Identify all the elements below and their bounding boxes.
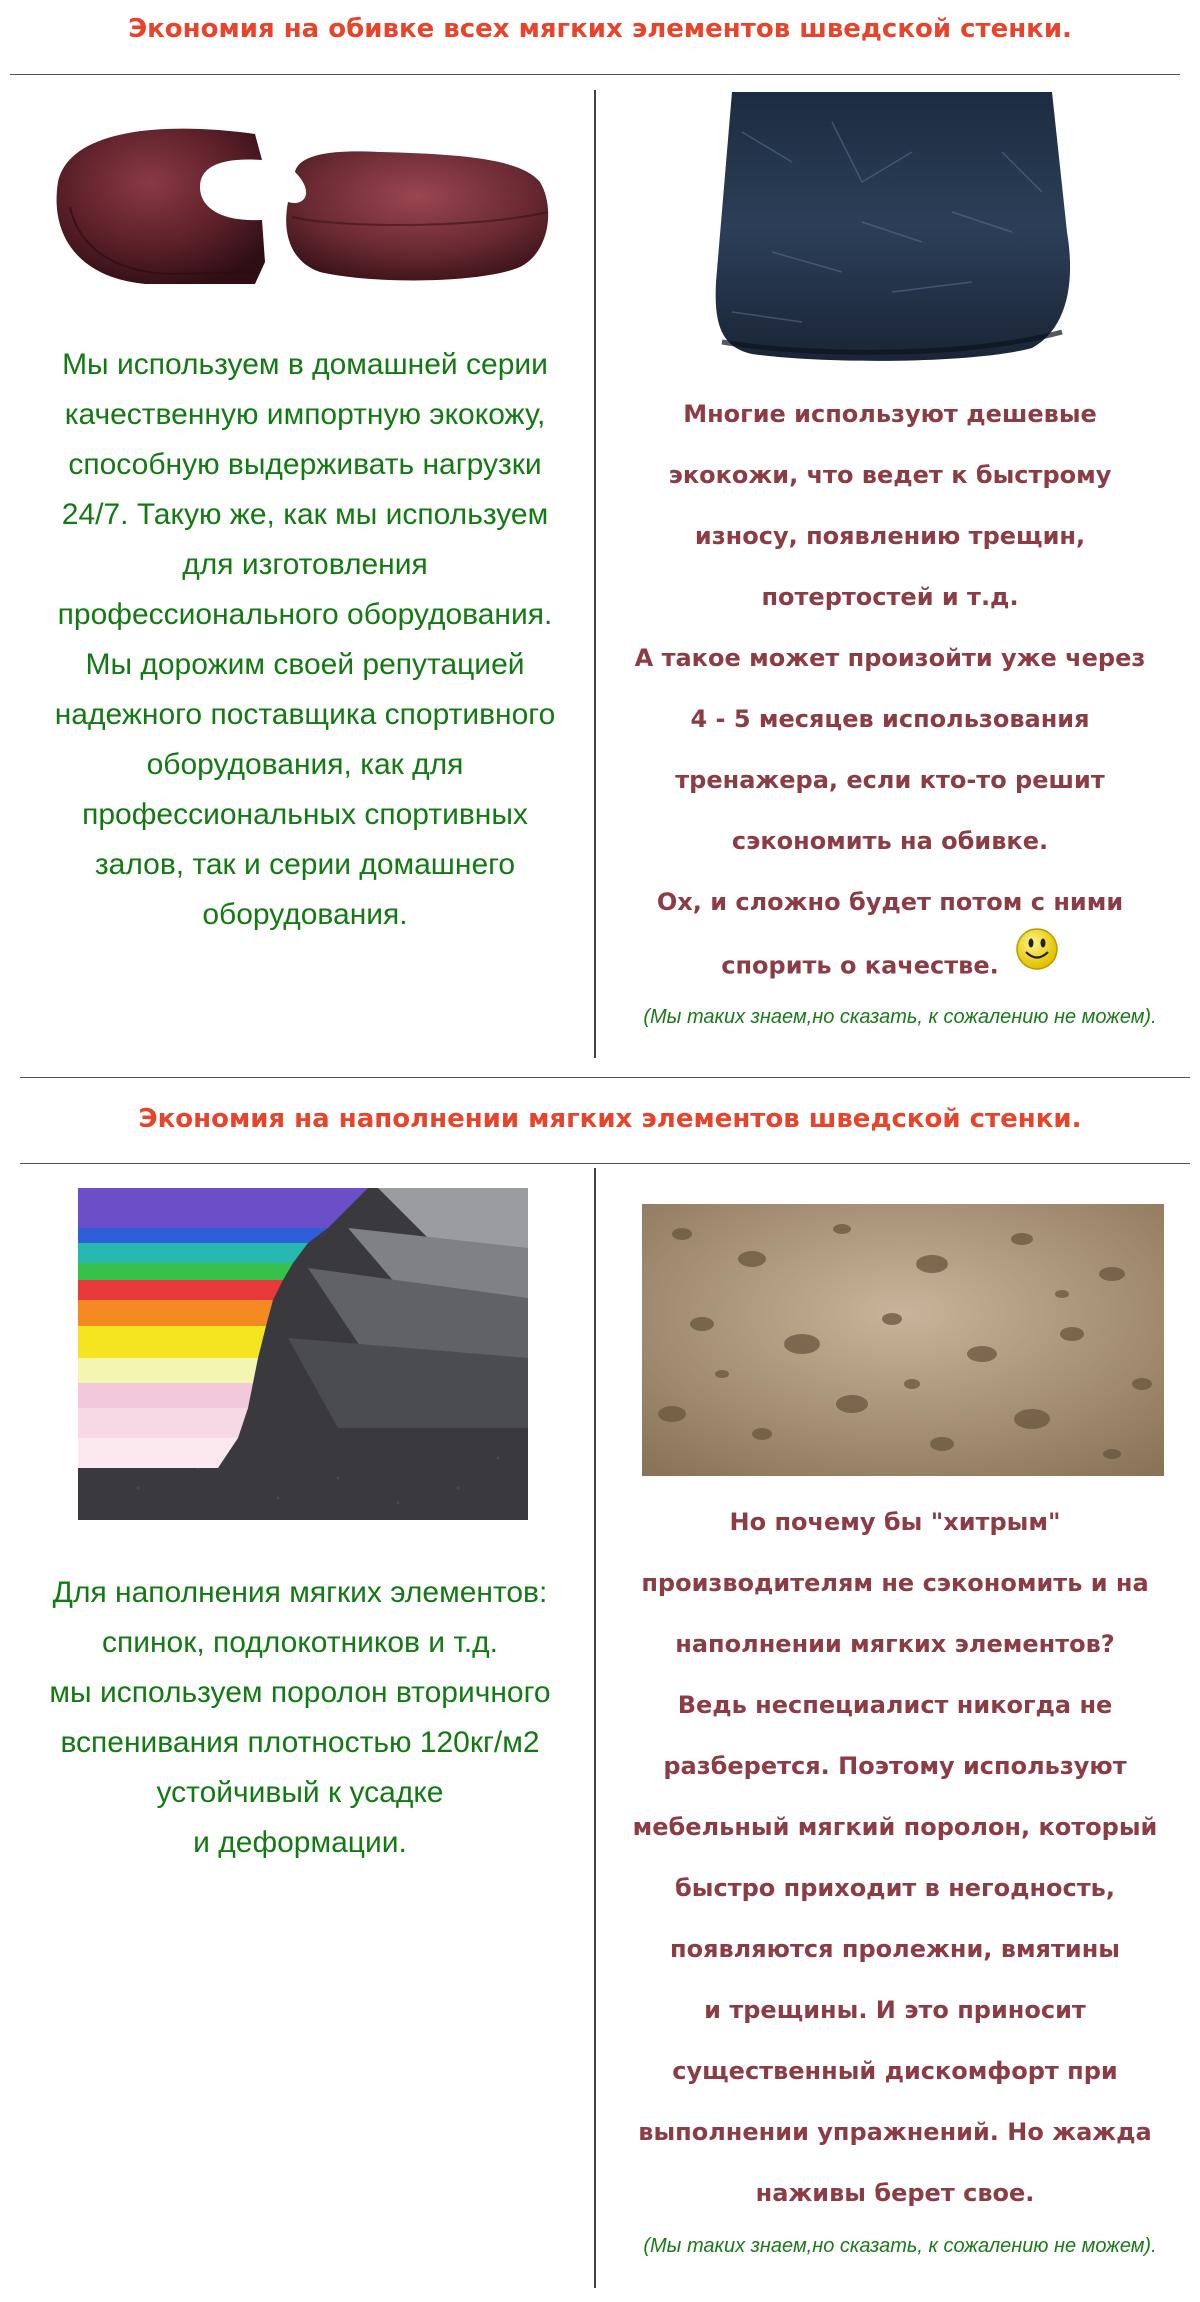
text-line: 24/7. Такую же, как мы используем — [61, 498, 549, 531]
text-line: появляются пролежни, вмятины — [670, 1935, 1120, 1963]
text-line: сэкономить на обивке. — [731, 827, 1049, 855]
section1-right-text — [600, 384, 1180, 1000]
text-line: Ведь неспециалист никогда не — [677, 1691, 1113, 1719]
text-line: Многие используют дешевые — [683, 400, 1097, 428]
text-line: и трещины. И это приносит — [704, 1996, 1086, 2024]
leather-cushions-image — [50, 112, 560, 292]
worn-leather-cushion-image — [712, 92, 1082, 364]
text-line: устойчивый к усадке — [156, 1776, 444, 1809]
text-line: экокожи, что ведет к быстрому — [668, 461, 1112, 489]
text-line: профессиональных спортивных — [82, 798, 528, 831]
text-line: Для наполнения мягких элементов: — [52, 1576, 548, 1609]
text-line: износу, появлению трещин, — [694, 522, 1086, 550]
text-line: наживы берет свое. — [755, 2179, 1035, 2207]
text-line: Мы дорожим своей репутацией — [85, 648, 525, 681]
section1-column-divider — [594, 90, 596, 1058]
text-line: производителям не сэкономить и на — [641, 1569, 1149, 1597]
text-line: для изготовления — [182, 548, 428, 581]
text-line: Мы используем в домашней серии — [62, 348, 548, 381]
text-line: существенный дискомфорт при — [672, 2057, 1118, 2085]
text-line: спинок, подлокотников и т.д. — [101, 1626, 498, 1659]
text-line: 4 - 5 месяцев использования — [690, 705, 1090, 733]
text-line: способную выдерживать нагрузки — [68, 448, 542, 481]
text-line: тренажера, если кто-то решит — [675, 766, 1105, 794]
text-line: мы используем поролон вторичного — [49, 1676, 551, 1709]
section1-top-divider — [10, 74, 1180, 75]
text-line: качественную импортную экокожу, — [64, 398, 546, 431]
section2-left-text — [15, 1568, 585, 1868]
text-line: мебельный мягкий поролон, который — [632, 1813, 1158, 1841]
text-line — [600, 933, 1180, 1000]
text-line: наполнении мягких элементов? — [675, 1630, 1115, 1658]
text-line: залов, так и серии домашнего — [94, 848, 516, 881]
text-line: оборудования. — [202, 898, 408, 931]
section2-note: (Мы таких знаем,но сказать, к сожалению не можем). — [643, 2235, 1157, 2257]
text-line: разберется. Поэтому используют — [663, 1752, 1127, 1780]
porous-foam-image — [642, 1204, 1164, 1476]
foam-layers-image — [78, 1188, 528, 1520]
text-line: Но почему бы "хитрым" — [729, 1508, 1061, 1536]
section2-right-text — [600, 1492, 1190, 2224]
section2-top-divider — [20, 1077, 1190, 1078]
text-line: оборудования, как для — [146, 748, 464, 781]
text-line: и деформации. — [193, 1826, 407, 1859]
text-line: профессионального оборудования. — [57, 598, 553, 631]
section1-note: (Мы таких знаем,но сказать, к сожалению не можем). — [643, 1006, 1157, 1028]
text-line: Ох, и сложно будет потом с ними — [656, 888, 1124, 916]
section1-left-text — [20, 340, 590, 940]
section2-title-divider — [20, 1163, 1190, 1164]
text-line: вспенивания плотностью 120кг/м2 — [60, 1726, 540, 1759]
text-line: А такое может произойти уже через — [634, 644, 1146, 672]
section2-title: Экономия на наполнении мягких элементов шведской стенки. — [138, 1104, 1082, 1134]
section1-title: Экономия на обивке всех мягких элементов шведской стенки. — [128, 14, 1072, 44]
text-line: потертостей и т.д. — [761, 583, 1019, 611]
text-line: выполнении упражнений. Но жажда — [638, 2118, 1152, 2146]
text-line: быстро приходит в негодность, — [675, 1874, 1115, 1902]
smiley-icon — [1015, 927, 1059, 994]
text-line-content: спорить о качестве. — [721, 951, 999, 980]
section2-column-divider — [594, 1168, 596, 2288]
text-line: надежного поставщика спортивного — [54, 698, 556, 731]
